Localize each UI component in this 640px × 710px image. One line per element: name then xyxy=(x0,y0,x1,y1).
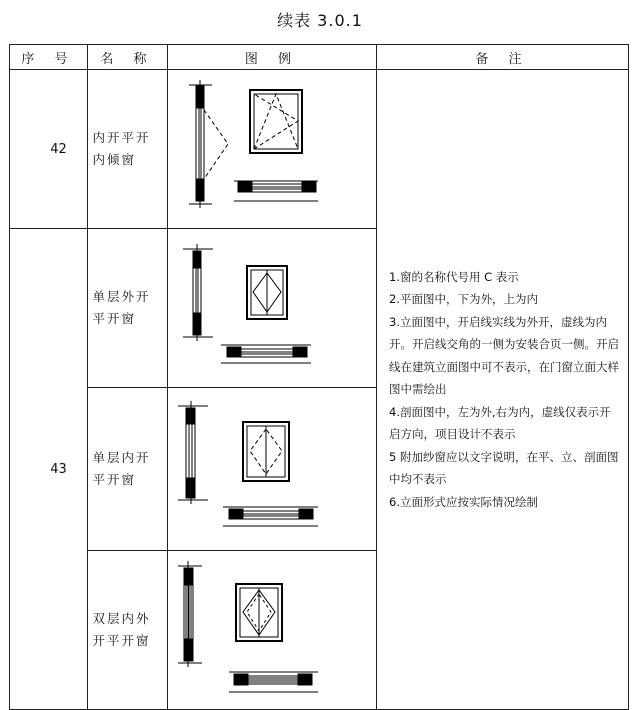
row-number: 43 xyxy=(10,229,88,710)
legend-figure xyxy=(168,551,377,710)
note-6: 6.立面形式应按实际情况绘制 xyxy=(389,494,538,509)
row-name: 双层内外 开平开窗 xyxy=(88,551,168,710)
window-symbol-drawing xyxy=(168,388,377,550)
header-legend: 图 例 xyxy=(168,45,377,70)
header-seq: 序 号 xyxy=(10,45,88,70)
remarks-cell xyxy=(377,70,629,710)
window-legend-table xyxy=(9,44,629,710)
row-name: 内开平开 内倾窗 xyxy=(88,70,168,229)
note-4: 4.剖面图中，左为外,右为内，虚线仅表示开启方向，项目设计不表示 xyxy=(389,404,611,442)
window-symbol-drawing xyxy=(168,551,377,709)
header-remark: 备 注 xyxy=(377,45,629,70)
header-row xyxy=(10,45,629,70)
note-2: 2.平面图中，下为外，上为内 xyxy=(389,292,538,307)
legend-figure xyxy=(168,388,377,551)
window-symbol-drawing xyxy=(168,70,377,228)
legend-figure xyxy=(168,229,377,388)
table-row xyxy=(10,70,629,229)
window-symbol-drawing xyxy=(168,229,377,387)
row-name: 单层内开 平开窗 xyxy=(88,388,168,551)
row-number: 42 xyxy=(10,70,88,229)
row-name: 单层外开 平开窗 xyxy=(88,229,168,388)
header-name: 名 称 xyxy=(88,45,168,70)
note-1: 1.窗的名称代号用 C 表示 xyxy=(389,269,519,284)
note-5: 5 附加纱窗应以文字说明，在平、立、剖面图中均不表示 xyxy=(389,449,619,487)
table-title: 续表 3.0.1 xyxy=(277,11,363,30)
legend-figure xyxy=(168,70,377,229)
note-3: 3.立面图中，开启线实线为外开，虚线为内开。开启线交角的一侧为安装合页一侧。开启线在建筑立面图中可不表示，在门窗立面大样图中需绘出 xyxy=(389,314,619,397)
